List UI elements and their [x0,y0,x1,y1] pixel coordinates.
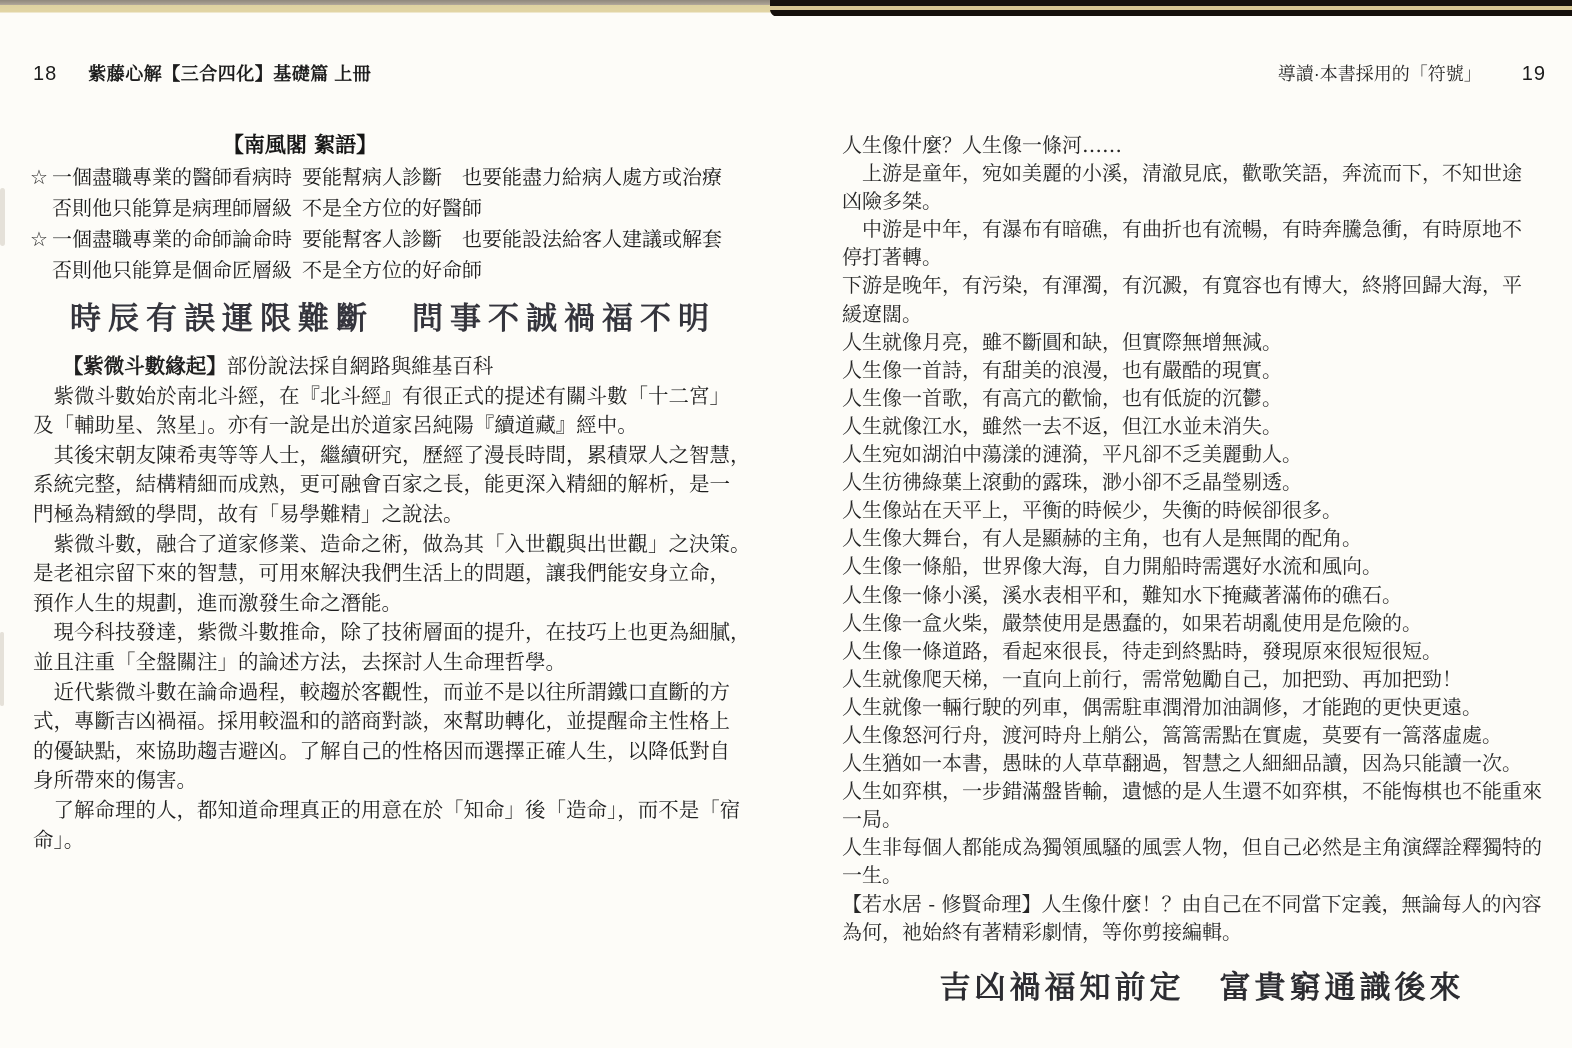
life-river-line: 【若水居 - 修賢命理】人生像什麼！？由自己在不同當下定義，無論每人的內容 [842,891,1542,916]
life-river-line: 人生像一條船，世界像大海，自力開船時需選好水流和風向。 [842,554,1382,579]
body-line: 系統完整，結構精細而成熟，更可融會百家之長，能更深入精細的解析，是一 [33,472,730,497]
star-icon [30,255,52,286]
life-river-line: 人生像一首詩，有甜美的浪漫，也有嚴酷的現實。 [842,357,1282,382]
verse-block [30,162,756,286]
chapter-motto: 時辰有誤運限難斷 問事不誠禍福不明 [70,301,716,337]
life-river-line: 人生猶如一本書，愚昧的人草草翻過，智慧之人細細品讀，因為只能讀一次。 [842,751,1522,776]
body-line: 了解命理的人，都知道命理真正的用意在於「知命」後「造命」，而不是「宿 [33,797,741,822]
scan-top-edge-left [0,0,778,13]
verse-col-right: 要能幫病人診斷 也要能盡力給病人處方或治療 [302,165,722,189]
life-river-line: 人生宛如湖泊中蕩漾的漣漪，平凡卻不乏美麗動人。 [842,442,1302,467]
body-line: 身所帶來的傷害。 [33,768,197,793]
life-river-line: 人生像一首歌，有高亢的歡愉，也有低旋的沉鬱。 [842,385,1282,410]
life-river-line: 人生像一條小溪，溪水表相平和，難知水下掩藏著滿佈的礁石。 [842,582,1402,607]
star-icon: ☆ [30,165,48,189]
life-river-line: 人生像大舞台，有人是顯赫的主角，也有人是無聞的配角。 [842,526,1362,551]
running-title: 紫藤心解【三合四化】基礎篇 上冊 [88,64,372,84]
verse-col-left: 否則他只能算是病理師層級 [52,196,292,220]
body-line: 並且注重「全盤關注」的論述方法，去探討人生命理哲學。 [33,649,566,674]
body-line: 近代紫微斗數在論命過程，較趨於客觀性，而並不是以往所謂鐵口直斷的方 [33,679,730,704]
body-line: 式，專斷吉凶禍福。採用較溫和的諮商對談，來幫助轉化，並提醒命主性格上 [33,709,730,734]
verse-col-right: 要能幫客人診斷 也要能設法給客人建議或解套 [302,227,722,251]
verse-row [30,224,756,255]
body-line: 紫微斗數始於南北斗經，在『北斗經』有很正式的提述有關斗數「十二宮」 [33,383,730,408]
life-river-line: 人生像站在天平上，平衡的時候少，失衡的時候卻很多。 [842,498,1342,523]
life-river-line: 人生就像爬天梯，一直向上前行，需常勉勵自己，加把勁、再加把勁！ [842,666,1462,691]
body-line: 命」。 [33,827,85,852]
body-line: 門極為精緻的學問，故有「易學難精」之說法。 [33,501,464,526]
verse-col-left: 否則他只能算是個命匠層級 [52,258,292,282]
life-river-line: 人生像怒河行舟，渡河時舟上艄公，篙篙需點在實處，莫要有一篙落虛處。 [842,722,1502,747]
scan-top-edge-right [770,0,1572,17]
right-page-body [842,131,1556,946]
verse-col-left: 一個盡職專業的命師論命時 [52,227,292,251]
verse-col-left: 一個盡職專業的醫師看病時 [52,165,292,189]
verse-col-right: 不是全方位的好醫師 [302,196,482,220]
life-river-line: 人生就像月亮，雖不斷圓和缺，但實際無增無減。 [842,329,1282,354]
origin-heading: 【紫微斗數緣起】 [62,354,227,378]
body-line: 紫微斗數，融合了道家修業、造命之術，做為其「入世觀與出世觀」之決策。 [33,531,751,556]
life-river-line: 人生非每個人都能成為獨領風騷的風雲人物，但自己必然是主角演繹詮釋獨特的 [842,835,1542,860]
life-river-line: 人生就像江水，雖然一去不返，但江水並未消失。 [842,413,1282,438]
body-line: 是老祖宗留下來的智慧，可用來解決我們生活上的問題，讓我們能安身立命， [33,561,730,586]
page-number: 19 [1521,63,1546,85]
life-river-line: 人生如弈棋，一步錯滿盤皆輸，遺憾的是人生還不如弈棋，不能悔棋也不能重來 [842,779,1542,804]
scan-edge-smudge [0,188,5,246]
life-river-line: 停打著轉。 [842,245,942,270]
body-line: 預作人生的規劃，進而激發生命之潛能。 [33,590,402,615]
life-river-line: 人生像一條道路，看起來很長，待走到終點時，發現原來很短很短。 [842,638,1442,663]
origin-heading-line [33,352,759,382]
life-river-line: 下游是晚年，有污染，有渾濁，有沉澱，有寬容也有博大，終將回歸大海，平 [842,273,1522,298]
verse-row [30,255,756,286]
body-line: 的優缺點，來協助趨吉避凶。了解自己的性格因而選擇正確人生，以降低對自 [33,738,730,763]
life-river-line: 人生像一盒火柴，嚴禁使用是愚蠢的，如果若胡亂使用是危險的。 [842,610,1422,635]
verse-row [30,193,756,224]
life-river-line: 人生像什麼？人生像一條河…… [842,133,1122,157]
star-icon [30,193,52,224]
page-header-right [786,60,1572,86]
left-page-body [33,352,759,855]
body-line: 現今科技發達，紫微斗數推命，除了技術層面的提升，在技巧上也更為細膩， [33,620,751,645]
page-number: 18 [33,63,58,85]
life-river-line: 緩遼闊。 [842,301,922,326]
running-title: 導讀·本書採用的「符號」 [1277,64,1482,84]
star-icon: ☆ [30,227,48,251]
closing-motto: 吉凶禍福知前定 富貴窮通識後來 [939,970,1465,1006]
page-header-left [33,60,371,86]
life-river-line: 人生彷彿綠葉上滾動的露珠，渺小卻不乏晶瑩剔透。 [842,470,1302,495]
life-river-line: 凶險多桀。 [842,189,942,214]
life-river-line: 人生就像一輛行駛的列車，偶需駐車潤滑加油調修，才能跑的更快更遠。 [842,694,1482,719]
life-river-line: 中游是中年，有瀑布有暗礁，有曲折也有流暢，有時奔騰急衝，有時原地不 [842,217,1522,242]
verse-col-right: 不是全方位的好命師 [302,258,482,282]
life-river-line: 上游是童年，宛如美麗的小溪，清澈見底，歡歌笑語，奔流而下，不知世途 [842,161,1522,186]
verse-title: 【南風閣 絮語】 [222,132,378,157]
body-line: 及「輔助星、煞星」。亦有一說是出於道家呂純陽『續道藏』經中。 [33,413,638,438]
verse-row [30,162,756,193]
origin-heading-suffix: 部份說法採自網路與維基百科 [226,354,494,378]
life-river-line: 一生。 [842,863,902,888]
life-river-line: 為何，祂始終有著精彩劇情，等你剪接編輯。 [842,919,1242,944]
body-line: 其後宋朝友陳希夷等等人士，繼續研究，歷經了漫長時間，累積眾人之智慧， [33,442,751,467]
scan-edge-smudge [0,632,4,706]
life-river-line: 一局。 [842,807,902,832]
